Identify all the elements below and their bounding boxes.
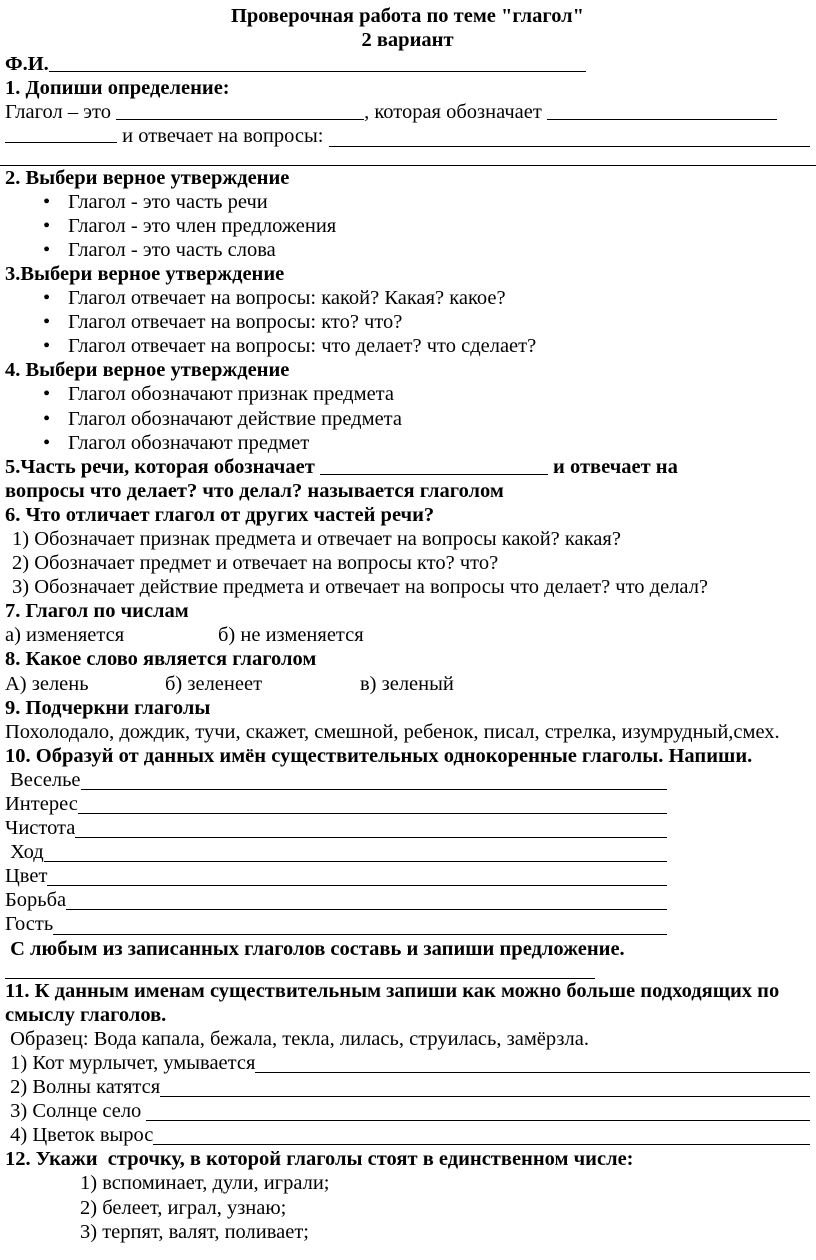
q3-option-1 (5, 286, 810, 310)
q1-text-1: Глагол – это (5, 101, 111, 124)
bullet-icon: • (43, 383, 51, 406)
q10-noun-label: Интерес (5, 793, 78, 815)
q8-option-a: А) зелень (5, 672, 89, 695)
q3-heading: 3.Выбери верное утверждение (5, 262, 285, 285)
q11-heading: 11. К данным именам существительным запиши как можно больше подходящих по смыслу глаголов. (5, 979, 785, 1026)
q10-noun-row (5, 912, 667, 936)
q11-item-row (5, 1123, 810, 1147)
bullet-icon: • (43, 311, 51, 334)
q3-option-1-label: Глагол отвечает на вопросы: какой? Какая? какое? (68, 287, 506, 310)
q4-option-1-label: Глагол обозначают признак предмета (68, 383, 394, 406)
q11-answer-blank[interactable] (153, 1123, 810, 1145)
q10-noun-row (5, 816, 667, 840)
q12-option-3: 3) терпят, валят, поливает; (80, 1220, 310, 1243)
q11-item-label: 3) Солнце село (5, 1100, 147, 1123)
bullet-icon: • (43, 407, 51, 430)
q5-blank[interactable] (320, 456, 548, 475)
q2-option-1-label: Глагол - это часть речи (68, 190, 268, 213)
q3-option-3-label: Глагол отвечает на вопросы: что делает? что сделает? (68, 335, 537, 358)
q10-noun-label: Гость (5, 913, 54, 936)
q10-answer-blank[interactable] (53, 912, 667, 934)
q11-answer-blank[interactable] (255, 1051, 810, 1073)
q1-line1 (5, 100, 810, 124)
q11-item-row (5, 1099, 810, 1123)
q11-item-row (5, 1051, 810, 1075)
bullet-icon: • (43, 214, 51, 237)
q10-answer-blank[interactable] (78, 792, 667, 814)
q10-answer-blank[interactable] (75, 816, 667, 838)
q11-item-row (5, 1075, 810, 1099)
q11-item-label: 1) Кот мурлычет, умывается (5, 1051, 256, 1074)
q10-noun-label: Чистота (5, 817, 76, 840)
q11-sample: Образец: Вода капала, бежала, текла, лилась, струилась, замёрзла. (5, 1027, 589, 1050)
q4-option-2 (5, 407, 810, 431)
q8-options-row (5, 672, 810, 696)
q4-option-3-label: Глагол обозначают предмет (68, 431, 310, 454)
q7-option-b: б) не изменяется (218, 624, 364, 647)
q10-answer-blank[interactable] (44, 840, 667, 862)
q2-option-3-label: Глагол - это часть слова (68, 238, 276, 261)
q5-text-1: 5.Часть речи, которая обозначает (5, 455, 315, 478)
q1-text-2: , которая обозначает (364, 101, 542, 124)
q10-noun-row (5, 864, 667, 888)
q11-answer-blank[interactable] (160, 1075, 810, 1097)
q12-heading: 12. Укажи строчку, в которой глаголы стоят в единственном числе: (5, 1148, 634, 1171)
q1-line2 (5, 124, 810, 148)
q8-option-b: б) зеленеет (165, 672, 263, 695)
q10-answer-blank[interactable] (66, 888, 667, 910)
q2-option-1 (5, 190, 810, 214)
q2-option-2 (5, 214, 810, 238)
q10-noun-label: Борьба (5, 889, 67, 912)
q11-item-label: 2) Волны катятся (5, 1076, 161, 1099)
q4-option-3 (5, 431, 810, 455)
q10-heading: 10. Образуй от данных имён существительных однокоренные глаголы. Напиши. (5, 744, 753, 767)
name-label: Ф.И. (5, 53, 49, 76)
q10-noun-row (5, 768, 667, 792)
q5-line1 (5, 455, 810, 479)
q3-option-2 (5, 310, 810, 334)
name-line (5, 52, 810, 76)
q10-answer-blank[interactable] (47, 864, 667, 886)
q4-option-2-label: Глагол обозначают действие предмета (68, 407, 402, 430)
bullet-icon: • (43, 238, 51, 261)
q5-line2: вопросы что делает? что делал? называется глаголом (5, 479, 504, 502)
q1-blank-3[interactable] (5, 124, 117, 143)
q10-noun-row (5, 840, 667, 864)
q10-answer-blank[interactable] (81, 768, 667, 790)
q6-heading: 6. Что отличает глагол от других частей речи? (5, 503, 435, 526)
q9-heading: 9. Подчеркни глаголы (5, 696, 211, 719)
q1-text-3: и отвечает на вопросы: (117, 125, 329, 148)
q6-option-2: 2) Обозначает предмет и отвечает на вопросы кто? что? (12, 552, 499, 575)
q11-item-label: 4) Цветок вырос (5, 1124, 154, 1147)
q10-noun-label: Веселье (5, 768, 81, 791)
q1-heading: 1. Допиши определение: (5, 77, 230, 100)
q10-noun-row (5, 792, 667, 816)
name-blank[interactable] (49, 53, 586, 72)
q1-blank-2[interactable] (547, 101, 777, 120)
q2-option-2-label: Глагол - это член предложения (68, 214, 337, 237)
q10-noun-row (5, 888, 667, 912)
q1-blank-4[interactable] (329, 124, 810, 146)
q3-option-2-label: Глагол отвечает на вопросы: кто? что? (68, 311, 403, 334)
q4-heading: 4. Выбери верное утверждение (5, 359, 290, 382)
q5-text-2: и отвечает на (547, 455, 678, 478)
q1-blank-1[interactable] (116, 101, 364, 120)
q4-option-1 (5, 382, 810, 406)
bullet-icon: • (43, 287, 51, 310)
q2-heading: 2. Выбери верное утверждение (5, 166, 290, 189)
q7-options-row (5, 623, 810, 647)
q9-words: Похолодало, дождик, тучи, скажет, смешной, ребенок, писал, стрелка, изумрудный,смех. (5, 720, 780, 743)
q6-option-3: 3) Обозначает действие предмета и отвечает на вопросы что делает? что делал? (12, 576, 709, 599)
bullet-icon: • (43, 190, 51, 213)
bullet-icon: • (43, 431, 51, 454)
q2-option-3 (5, 238, 810, 262)
doc-title: Проверочная работа по теме "глагол" (230, 5, 585, 27)
q7-heading: 7. Глагол по числам (5, 600, 189, 623)
q10-noun-label: Цвет (5, 865, 48, 888)
variant-subtitle: 2 вариант (361, 29, 454, 52)
q10-noun-label: Ход (5, 841, 44, 864)
q11-answer-blank[interactable] (146, 1099, 810, 1121)
q12-option-1: 1) вспоминает, дули, играли; (80, 1172, 330, 1195)
q10-followup: С любым из записанных глаголов составь и запиши предложение. (5, 937, 625, 960)
q7-option-a: а) изменяется (5, 624, 125, 647)
bullet-icon: • (43, 335, 51, 358)
q12-option-2: 2) белеет, играл, узнаю; (80, 1196, 287, 1219)
q8-option-c: в) зеленый (360, 672, 454, 695)
q3-option-3 (5, 334, 810, 358)
q6-option-1: 1) Обозначает признак предмета и отвечает на вопросы какой? какая? (12, 527, 621, 550)
q8-heading: 8. Какое слово является глаголом (5, 648, 317, 671)
